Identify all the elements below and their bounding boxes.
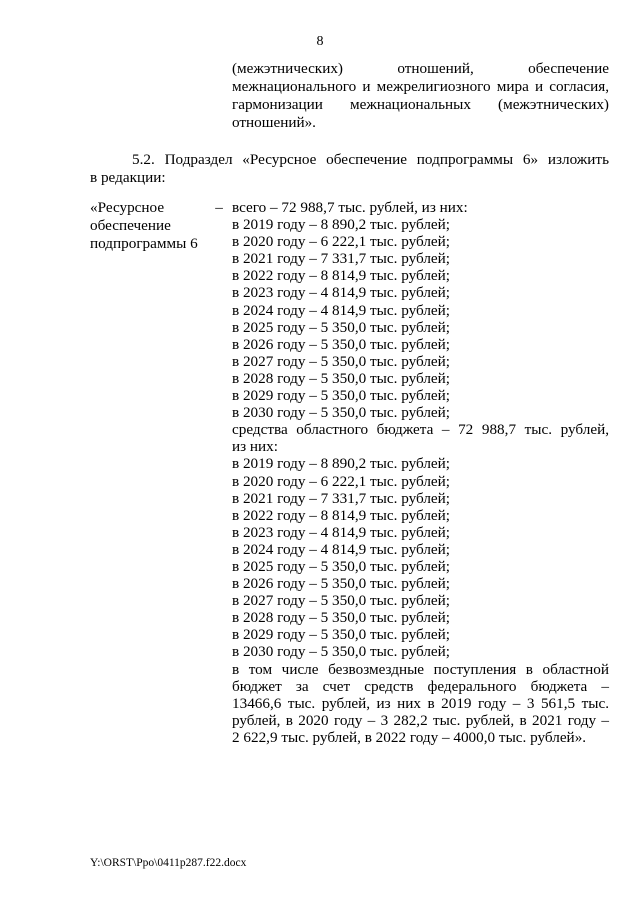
federal-note-line: в том числе безвозмездные поступления в областной [232,660,609,678]
total-heading: всего – 72 988,7 тыс. рублей, из них: [232,199,468,216]
total-year-line: в 2019 году – 8 890,2 тыс. рублей; [232,216,450,234]
resource-label-line: обеспечение [90,217,171,234]
regional-year-line: в 2023 году – 4 814,9 тыс. рублей; [232,523,450,541]
regional-year-line: в 2020 году – 6 222,1 тыс. рублей; [232,472,450,490]
regional-year-line: в 2021 году – 7 331,7 тыс. рублей; [232,489,450,507]
federal-note-line: рублей, в 2020 году – 3 282,2 тыс. рублей, в 2021 году – [232,711,609,729]
regional-year-line: в 2027 году – 5 350,0 тыс. рублей; [232,592,450,610]
label-dash: – [215,199,223,216]
total-year-line: в 2021 году – 7 331,7 тыс. рублей; [232,250,450,268]
section-5-2-paragraph [90,151,609,187]
section-heading-line: 5.2. Подраздел «Ресурсное обеспечение подпрограммы 6» изложить [132,151,609,168]
section-heading-line: в редакции: [90,169,166,186]
total-year-line: в 2030 году – 5 350,0 тыс. рублей; [232,404,450,422]
total-year-line: в 2020 году – 6 222,1 тыс. рублей; [232,233,450,251]
intro-line: отношений». [232,114,316,131]
regional-year-line: в 2022 году – 8 814,9 тыс. рублей; [232,506,450,524]
federal-note-line: 2 622,9 тыс. рублей, в 2022 году – 4000,0 тыс. рублей». [232,728,587,746]
total-year-line: в 2024 году – 4 814,9 тыс. рублей; [232,301,450,319]
regional-year-line: в 2028 году – 5 350,0 тыс. рублей; [232,609,450,627]
regional-heading-cont: из них: [232,438,278,456]
intro-line: гармонизации межнациональных (межэтнических) [232,96,609,113]
regional-year-line: в 2029 году – 5 350,0 тыс. рублей; [232,626,450,644]
total-year-line: в 2023 году – 4 814,9 тыс. рублей; [232,284,450,302]
regional-year-line: в 2024 году – 4 814,9 тыс. рублей; [232,540,450,558]
footer-file-path: Y:\ORST\Ppo\0411p287.f22.docx [90,857,247,869]
regional-year-line: в 2026 году – 5 350,0 тыс. рублей; [232,575,450,593]
total-year-line: в 2027 году – 5 350,0 тыс. рублей; [232,352,450,370]
federal-note-line: бюджет за счет средств федерального бюджета – [232,677,609,695]
total-year-line: в 2022 году – 8 814,9 тыс. рублей; [232,267,450,285]
total-year-line: в 2029 году – 5 350,0 тыс. рублей; [232,387,450,405]
intro-line: (межэтнических) отношений, обеспечение [232,60,609,77]
regional-heading: средства областного бюджета – 72 988,7 тыс. рублей, [232,421,609,439]
resource-label-line: подпрограммы 6 [90,235,198,252]
federal-note-line: 13466,6 тыс. рублей, из них в 2019 году – 3 561,5 тыс. [232,694,609,712]
total-year-line: в 2028 году – 5 350,0 тыс. рублей; [232,369,450,387]
regional-year-line: в 2019 году – 8 890,2 тыс. рублей; [232,455,450,473]
resource-values [232,199,609,746]
regional-year-line: в 2030 году – 5 350,0 тыс. рублей; [232,643,450,661]
total-year-line: в 2025 году – 5 350,0 тыс. рублей; [232,318,450,336]
resource-label-line: «Ресурсное [90,199,165,216]
total-year-line: в 2026 году – 5 350,0 тыс. рублей; [232,335,450,353]
resource-label [90,199,210,253]
page-number: 8 [316,34,324,49]
regional-year-line: в 2025 году – 5 350,0 тыс. рублей; [232,557,450,575]
intro-line: межнационального и межрелигиозного мира и согласия, [232,78,609,95]
intro-paragraph [232,60,609,132]
